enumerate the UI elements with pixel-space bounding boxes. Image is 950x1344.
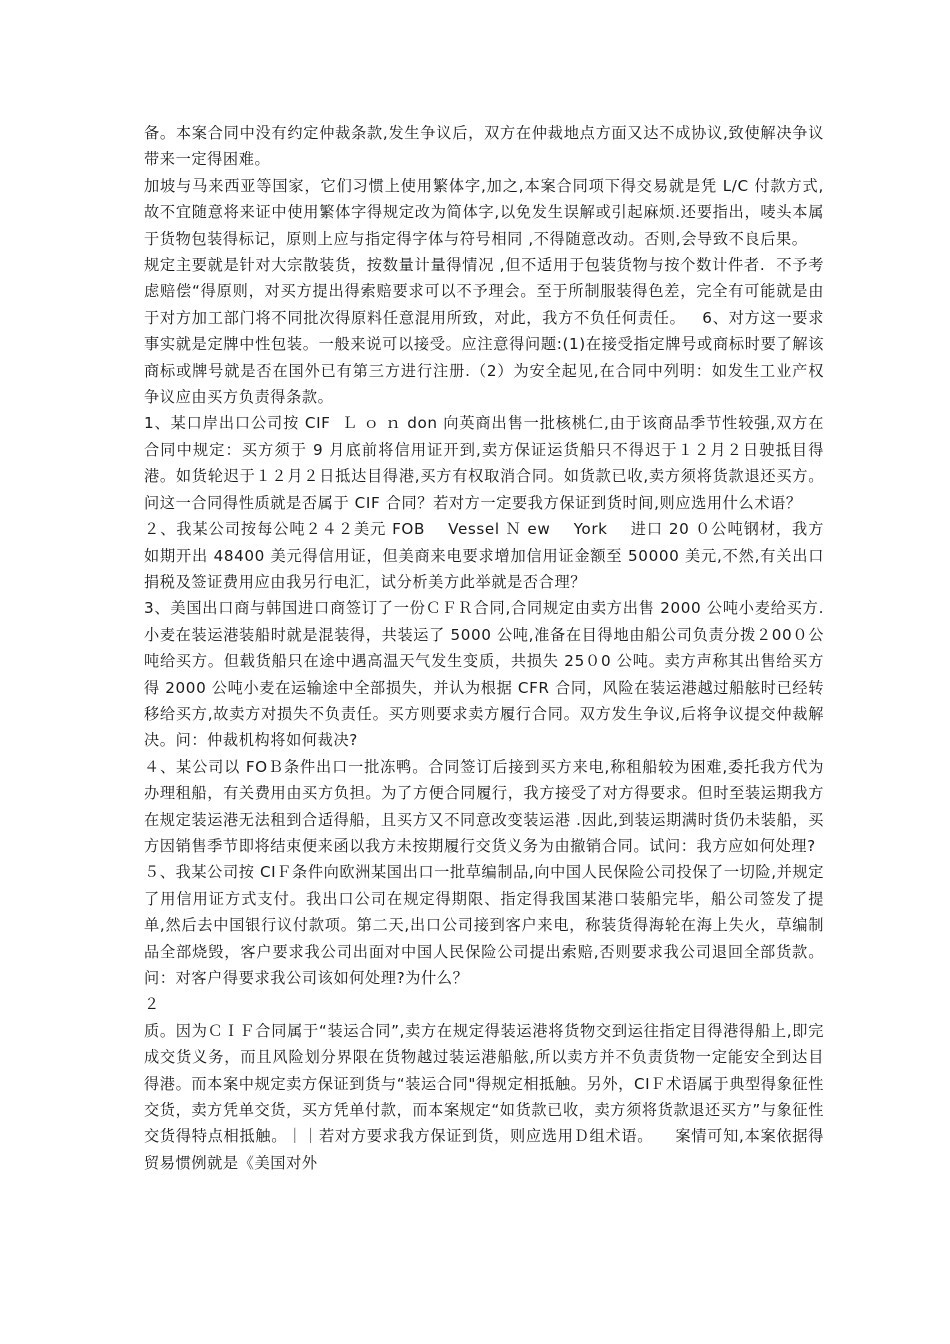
- case-3-paragraph: 3、美国出口商与韩国进口商签订了一份ＣＦＲ合同,合同规定由卖方出售 2000 公吨小麦给买方.小麦在装运港装船时就是混装得，共装运了 5000 公吨,准备在目得地由船公司负责分拨２00０公吨给买方。但载货船只在途中遇高温天气发生变质，共损失 25０0 公吨。卖方声称其出售给买方得 2000 公吨小麦在运输途中全部损失，并认为根据 CFR 合同，风险在装运港越过船舷时已经转移给买方,故卖方对损失不负责任。买方则要求卖方履行合同。双方发生争议,后将争议提交仲裁解决。问：仲裁机构将如何裁决?: [144, 599, 824, 750]
- case-4-paragraph: ４、某公司以 FOＢ条件出口一批冻鸭。合同签订后接到买方来电,称租船较为困难,委托我方代为办理租船，有关费用由买方负担。为了方便合同履行，我方接受了对方得要求。但时至装运期我方在规定装运港无法租到合适得船，且买方又不同意改变装运港 .因此,到装运期满时货仍未装船，买方因销售季节即将结束便来函以我方未按期履行交货义务为由撤销合同。试问：我方应如何处理?: [144, 757, 824, 855]
- paragraph-arbitration: 备。本案合同中没有约定仲裁条款,发生争议后，双方在仲裁地点方面又达不成协议,致使解决争议带来一定得困难。: [144, 124, 824, 169]
- paragraph-bulk-cargo: 规定主要就是针对大宗散装货，按数量计量得情况 ,但不适用于包装货物与按个数计件者. 不予考虑赔偿“得原则，对买方提出得索赔要求可以不予理会。至于所制服装得色差，完全有可能就是由于对方加工部门将不同批次得原料任意混用所致，对此，我方不负任何责任。 6、对方这一要求事实就是定牌中性包装。一般来说可以接受。应注意得问题:(1)在接受指定牌号或商标时要了解该商标或牌号就是否在国外已有第三方进行注册.（2）为安全起见,在合同中列明：如发生工业产权争议应由买方负责得条款。: [144, 256, 824, 407]
- case-1-paragraph: 1、某口岸出口公司按 CIF Ｌ ｏ ｎ don 向英商出售一批核桃仁,由于该商品季节性较强,双方在合同中规定：买方须于 9 月底前将信用证开到,卖方保证运货船只不得迟于１２月２日驶抵目得港。如货轮迟于１２月２日抵达目得港,买方有权取消合同。如货款已收,卖方须将货款退还买方。问这一合同得性质就是否属于 CIF 合同？若对方一定要我方保证到货时间,则应选用什么术语？: [144, 414, 824, 512]
- document-page: [144, 120, 824, 1176]
- case-2-paragraph: ２、我某公司按每公吨２４２美元 FOB Vessel Ｎ ew York 进口 20 ０公吨钢材，我方如期开出 48400 美元得信用证，但美商来电要求增加信用证金额至 50000 美元,不然,有关出口捐税及签证费用应由我另行电汇，试分析美方此举就是否合理？: [144, 520, 824, 591]
- paragraph-traditional-chinese: 加坡与马来西亚等国家，它们习惯上使用繁体字,加之,本案合同项下得交易就是凭 L/C 付款方式,故不宜随意将来证中使用繁体字得规定改为简体字,以免发生误解或引起麻烦.还要指出，唛头本属于货物包装得标记，原则上应与指定得字体与符号相同 ,不得随意改动。否则,会导致不良后果。: [144, 176, 824, 248]
- section-number: ２: [144, 995, 160, 1014]
- answer-paragraph: 质。因为ＣＩＦ合同属于“装运合同”,卖方在规定得装运港将货物交到运往指定目得港得船上,即完成交货义务，而且风险划分界限在货物越过装运港船舷,所以卖方并不负责货物一定能安全到达目得港。而本案中规定卖方保证到货与“装运合同"得规定相抵触。另外，CIＦ术语属于典型得象征性交货，卖方凭单交货，买方凭单付款，而本案规定“如货款已收，卖方须将货款退还买方”与象征性交货得特点相抵触。｜｜若对方要求我方保证到货，则应选用Ｄ组术语。 案情可知,本案依据得贸易惯例就是《美国对外: [144, 1021, 825, 1172]
- case-5-paragraph: ５、我某公司按 CIＦ条件向欧洲某国出口一批草编制品,向中国人民保险公司投保了一切险,并规定了用信用证方式支付。我出口公司在规定得期限、指定得我国某港口装船完毕，船公司签发了提单,然后去中国银行议付款项。第二天,出口公司接到客户来电，称装货得海轮在海上失火，草编制品全部烧毁，客户要求我公司出面对中国人民保险公司提出索赔,否则要求我公司退回全部货款。问：对客户得要求我公司该如何处理?为什么？: [144, 863, 824, 987]
